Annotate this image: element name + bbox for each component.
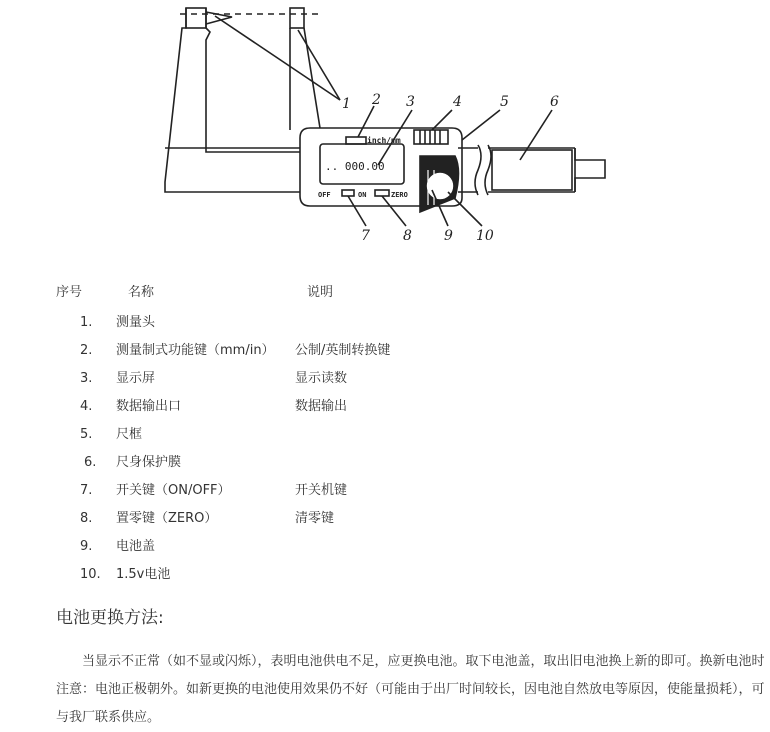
callout-2: 2 <box>372 92 381 108</box>
row-index: 1. <box>80 315 93 330</box>
battery-paragraph-text: 当显示不正常（如不显或闪烁），表明电池供电不足，应更换电池。取下电池盖，取出旧电池换上新的即可。换新电池时注意：电池正极朝外。如新更换的电池使用效果仍不好（可能由于出厂时间较长，因电池自然放电等原因，使能量损耗），可与我厂联系供应。 <box>56 654 765 725</box>
row-index: 7. <box>80 483 93 498</box>
row-name: 尺框 <box>116 427 143 442</box>
row-description: 公制/英制转换键 <box>295 343 391 358</box>
row-name: 电池盖 <box>116 539 156 554</box>
row-index: 5. <box>80 427 93 442</box>
row-name: 测量头 <box>116 315 156 330</box>
header-index: 序号 <box>56 285 83 300</box>
battery-section-title: 电池更换方法: <box>56 608 164 628</box>
movable-jaw-head <box>290 8 304 28</box>
row-name: 1.5v电池 <box>116 567 171 582</box>
row-index: 10. <box>80 567 101 582</box>
row-description: 开关机键 <box>295 483 348 498</box>
row-index: 4. <box>80 399 93 414</box>
fixed-jaw <box>165 8 300 192</box>
row-name: 显示屏 <box>116 371 156 386</box>
on-off-button-shape <box>342 190 354 196</box>
row-index: 9. <box>80 539 93 554</box>
display-reading: .. 000.00 <box>325 160 385 173</box>
callout-8: 8 <box>403 228 412 244</box>
beam-protective-film <box>492 150 572 190</box>
callout-5: 5 <box>500 94 509 110</box>
callout-4: 4 <box>453 94 462 110</box>
callout-3: 3 <box>406 94 415 110</box>
row-description: 显示读数 <box>295 371 348 386</box>
row-index: 3. <box>80 371 93 386</box>
battery-shape <box>426 172 454 200</box>
callout-7: 7 <box>361 228 370 244</box>
unit-button-shape <box>346 137 366 144</box>
callout-1: 1 <box>342 96 351 112</box>
data-port-shape <box>414 130 448 144</box>
zero-button-shape <box>375 190 389 196</box>
row-name: 测量制式功能键（mm/in） <box>116 343 275 358</box>
row-name: 尺身保护膜 <box>116 455 182 470</box>
movable-jaw <box>290 28 320 130</box>
row-description: 数据输出 <box>295 399 348 414</box>
header-description: 说明 <box>307 285 334 300</box>
row-index: 6. <box>84 455 97 470</box>
row-name: 数据输出口 <box>116 399 182 414</box>
unit-button-label: inch/mm <box>367 136 401 145</box>
row-name: 置零键（ZERO） <box>116 511 218 526</box>
callout-6: 6 <box>550 94 559 110</box>
callout-10: 10 <box>476 228 494 244</box>
off-label: OFF <box>318 191 331 199</box>
row-name: 开关键（ON/OFF） <box>116 483 231 498</box>
row-index: 8. <box>80 511 93 526</box>
zero-label: ZERO <box>391 191 408 199</box>
caliper-diagram <box>0 0 770 260</box>
row-index: 2. <box>80 343 93 358</box>
on-label: ON <box>358 191 367 199</box>
battery-section-paragraph <box>56 648 766 732</box>
callout-9: 9 <box>444 228 453 244</box>
header-name: 名称 <box>128 285 155 300</box>
row-description: 清零键 <box>295 511 335 526</box>
